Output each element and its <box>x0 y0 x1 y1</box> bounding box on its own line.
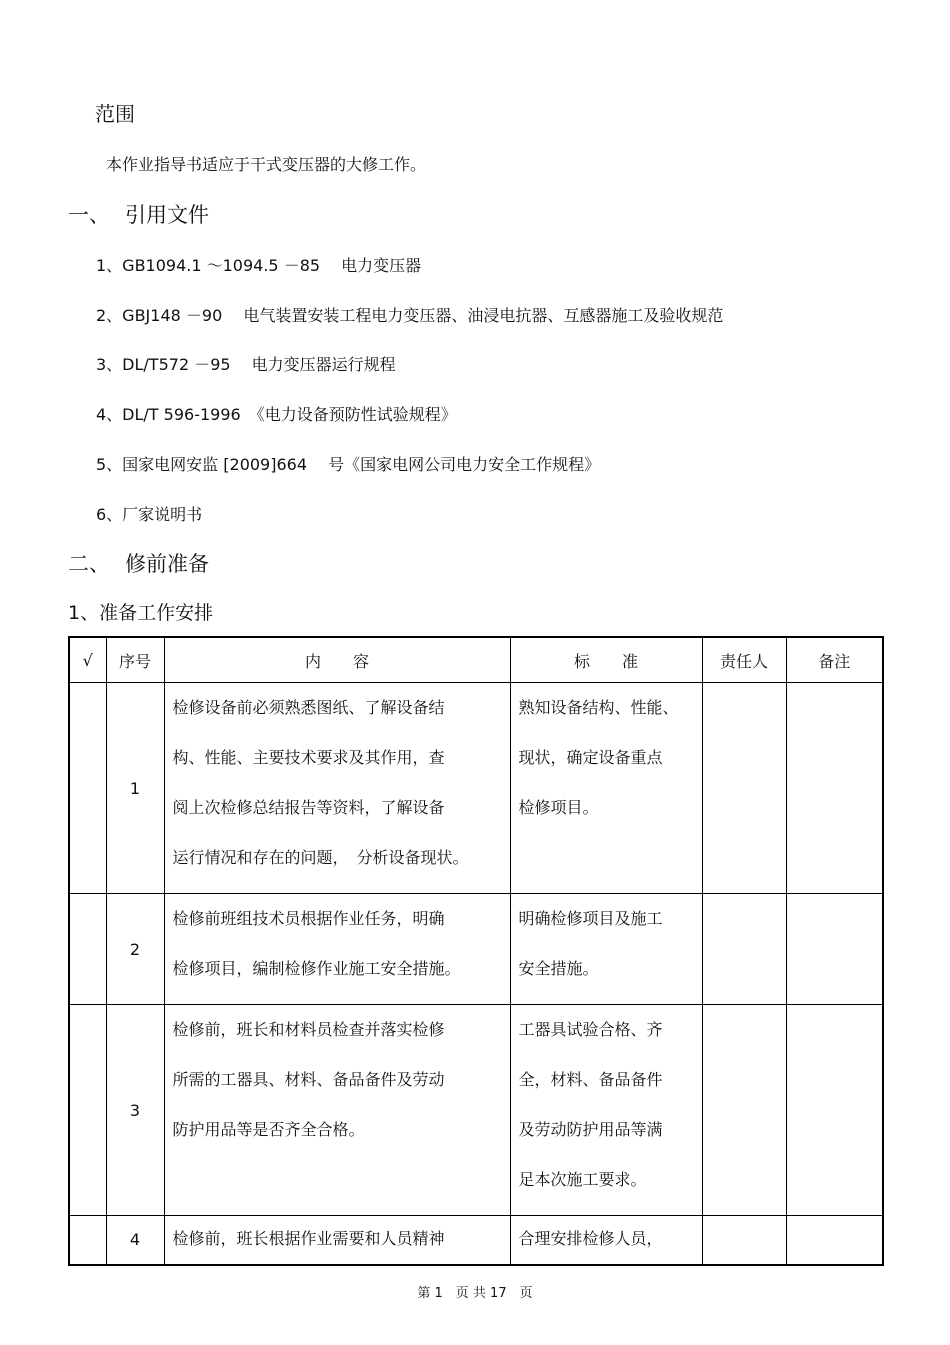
page-footer: 第 1 页 共 17 页 <box>417 1286 533 1301</box>
section2-number: 二、 <box>68 552 110 576</box>
check-cell <box>69 1005 106 1216</box>
standard-line: 熟知设备结构、性能、 <box>518 698 679 717</box>
header-content: 内 容 <box>164 637 510 683</box>
row-number: 2 <box>106 894 164 1005</box>
reference-item: 5、国家电网安监 [2009]664 号《国家电网公司电力安全工作规程》 <box>96 455 601 474</box>
content-line: 防护用品等是否齐全合格。 <box>172 1120 365 1139</box>
reference-item: 2、GBJ148 －90 电气装置安装工程电力变压器、油浸电抗器、互感器施工及验收规范 <box>96 306 724 325</box>
reference-item: 4、DL/T 596-1996 《电力设备预防性试验规程》 <box>96 405 457 424</box>
table-row <box>69 683 883 894</box>
standard-line: 安全措施。 <box>518 959 599 978</box>
standard-line: 现状，确定设备重点 <box>518 748 663 767</box>
reference-item: 1、GB1094.1 ～1094.5 －85 电力变压器 <box>96 256 422 275</box>
content-line: 检修前，班长和材料员检查并落实检修 <box>172 1020 445 1039</box>
row-number: 3 <box>106 1005 164 1216</box>
section1-title: 引用文件 <box>125 203 209 227</box>
header-owner: 责任人 <box>702 637 786 683</box>
content-line: 检修项目，编制检修作业施工安全措施。 <box>172 959 461 978</box>
row-number: 4 <box>106 1216 164 1265</box>
content-line: 检修设备前必须熟悉图纸、了解设备结 <box>172 698 445 717</box>
standard-line: 工器具试验合格、齐 <box>518 1020 663 1039</box>
note-cell <box>786 1005 883 1216</box>
subsection-heading: 1、准备工作安排 <box>68 602 214 624</box>
row-number: 1 <box>106 683 164 894</box>
standard-line: 检修项目。 <box>518 798 599 817</box>
table-row <box>69 1005 883 1216</box>
header-check: √ <box>69 637 106 683</box>
table-row <box>69 1216 883 1265</box>
note-cell <box>786 894 883 1005</box>
content-line: 检修前班组技术员根据作业任务，明确 <box>172 909 445 928</box>
table-header-row <box>69 637 883 683</box>
standard-line: 及劳动防护用品等满 <box>518 1120 663 1139</box>
owner-cell <box>702 683 786 894</box>
check-cell <box>69 894 106 1005</box>
header-standard: 标 准 <box>510 637 702 683</box>
content-line: 运行情况和存在的问题， 分析设备现状。 <box>172 848 469 867</box>
reference-item: 3、DL/T572 －95 电力变压器运行规程 <box>96 355 396 374</box>
standard-line: 明确检修项目及施工 <box>518 909 663 928</box>
content-cell <box>164 683 510 894</box>
standard-cell <box>510 683 702 894</box>
section1-number: 一、 <box>68 203 110 227</box>
standard-cell <box>510 1005 702 1216</box>
content-cell <box>164 894 510 1005</box>
reference-item: 6、厂家说明书 <box>96 505 203 524</box>
check-cell <box>69 1216 106 1265</box>
preparation-table <box>68 636 884 1266</box>
content-cell <box>164 1005 510 1216</box>
owner-cell <box>702 1216 786 1265</box>
standard-line: 全，材料、备品备件 <box>518 1070 663 1089</box>
content-line: 构、性能、主要技术要求及其作用，查 <box>172 748 445 767</box>
section2-title: 修前准备 <box>125 552 209 576</box>
check-cell <box>69 683 106 894</box>
scope-heading: 范围 <box>95 102 135 126</box>
standard-line: 足本次施工要求。 <box>518 1170 647 1189</box>
owner-cell <box>702 894 786 1005</box>
owner-cell <box>702 1005 786 1216</box>
note-cell <box>786 683 883 894</box>
standard-line: 合理安排检修人员， <box>518 1229 663 1248</box>
standard-cell <box>510 1216 702 1265</box>
content-cell <box>164 1216 510 1265</box>
section2-heading <box>68 548 209 578</box>
standard-cell <box>510 894 702 1005</box>
content-line: 检修前，班长根据作业需要和人员精神 <box>172 1229 445 1248</box>
content-line: 所需的工器具、材料、备品备件及劳动 <box>172 1070 445 1089</box>
note-cell <box>786 1216 883 1265</box>
section1-heading <box>68 199 209 229</box>
header-note: 备注 <box>786 637 883 683</box>
scope-text: 本作业指导书适应于干式变压器的大修工作。 <box>106 155 427 174</box>
header-number: 序号 <box>106 637 164 683</box>
table-row <box>69 894 883 1005</box>
content-line: 阅上次检修总结报告等资料，了解设备 <box>172 798 445 817</box>
